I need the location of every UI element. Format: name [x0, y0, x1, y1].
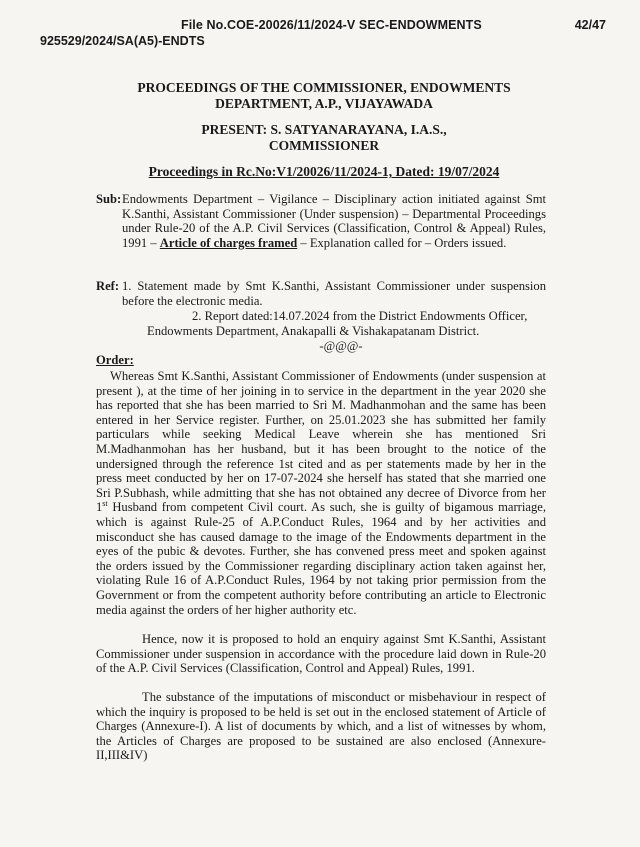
order-paragraph-1-part1: Whereas Smt K.Santhi, Assistant Commissioner of Endowments (under suspension at present ), at the time of her joining in to service in the department in the year 2020 she has reported that she has been married to Sri M. Madhanmohan and the same has been entered in her Service register. Further, on 25.01.2023 she has submitted her family particulars while seeking Medical Leave wherein she has mentioned Sri M.Madhanmohan has her husband, but it has been brought to the notice of the undersigned through the reference 1st cited and as per statements made by her in the press meet conducted by her on 17-07-2024 she herself has stated that she married one Sri P.Subhash, while admitting that she has not obtained any decree of Divorce from her 1 [96, 369, 546, 515]
title-line-1: PROCEEDINGS OF THE COMMISSIONER, ENDOWMENTS [137, 80, 511, 95]
ordinal-superscript: st [102, 499, 108, 509]
subject-block [96, 192, 546, 250]
present-line-1: PRESENT: S. SATYANARAYANA, I.A.S., [201, 122, 447, 137]
reference-label: Ref: [96, 279, 120, 293]
present-block [96, 122, 552, 154]
order-label: Order: [96, 353, 134, 367]
subject-label: Sub: [96, 192, 122, 206]
reference-item-2-line-2: Endowments Department, Anakapalli & Vishakapatanam District. [147, 323, 480, 338]
reference-item-2-line-1: 2. Report dated:14.07.2024 from the District Endowments Officer, [192, 309, 528, 323]
order-paragraph-3: The substance of the imputations of misconduct or misbehaviour in respect of which the inquiry is proposed to be held is set out in the enclosed statement of Article of Charges (Annexure-I). A list of documents by which, and a list of witnesses by whom, the Articles of Charges are proposed to be sustained are also enclosed (Annexure-II,III&IV) [96, 690, 546, 763]
reference-block [96, 279, 546, 308]
reference-id: 925529/2024/SA(A5)-ENDTS [40, 34, 205, 48]
title-line-2: DEPARTMENT, A.P., VIJAYAWADA [215, 96, 433, 111]
proceedings-number: Proceedings in Rc.No:V1/20026/11/2024-1, Dated: 19/07/2024 [148, 164, 500, 179]
order-paragraph-1 [96, 369, 546, 617]
separator [96, 339, 546, 354]
file-number: File No.COE-20026/11/2024-V SEC-ENDOWMENTS [181, 18, 482, 32]
order-paragraph-2: Hence, now it is proposed to hold an enquiry against Smt K.Santhi, Assistant Commissioner under suspension in accordance with the procedure laid down in Rule-20 of the A.P. Civil Services (Classification, Control and Appeal) Rules, 1991. [96, 632, 546, 676]
separator-text: -@@@- [319, 339, 363, 353]
reference-item-2 [147, 309, 547, 338]
page-number: 42/47 [574, 18, 606, 32]
proceedings-title [96, 80, 552, 112]
subject-text [122, 192, 546, 250]
present-line-2: COMMISSIONER [268, 138, 380, 153]
subject-text-part1: Endowments Department – Vigilance – Disciplinary action initiated against Smt K.Santhi, Assistant Commissioner (Under suspension) – Departmental Proceedings under Rule-20 of the A.P. Civil Services (Classification, Control & Appeal) Rules, 1991 – [122, 192, 546, 250]
subject-text-part2: – Explanation called for – Orders issued. [297, 235, 507, 250]
order-paragraph-1-part2: Husband from competent Civil court. As such, she is guilty of bigamous marriage, which is against Rule-25 of A.P.Conduct Rules, 1964 and by her activities and misconduct she has caused damage to the image of the Endowments department in the eyes of the pubic & devotes. Further, she has convened press meet and spoken against the orders issued by the Commissioner regarding disciplinary action taken against her, violating Rule 16 of A.P.Conduct Rules, 1964 by not taking prior permission from the Government or from the competent authority before contributing an article to Electronic media against the orders of her higher authority etc. [96, 500, 546, 617]
reference-item-1: 1. Statement made by Smt K.Santhi, Assistant Commissioner under suspension before the electronic media. [122, 279, 546, 308]
subject-emphasis: Article of charges framed [159, 235, 298, 250]
